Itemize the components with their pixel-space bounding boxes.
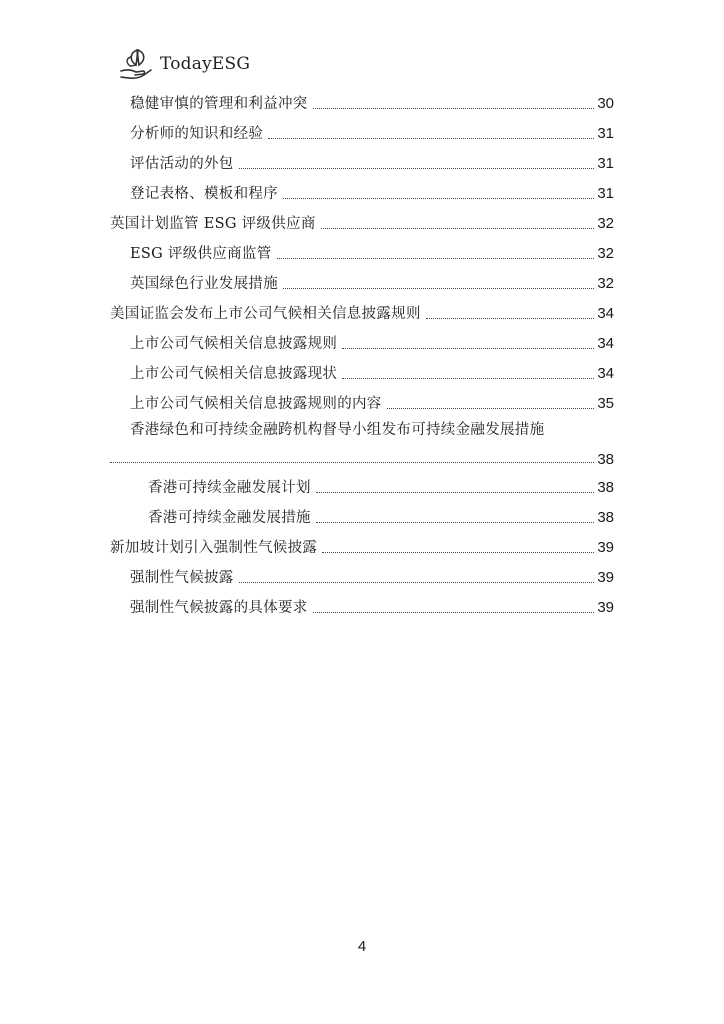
toc-leader-dots <box>322 552 594 553</box>
toc-leader-dots <box>313 612 595 613</box>
toc-entry[interactable] <box>130 146 614 174</box>
toc-entry[interactable] <box>130 116 614 144</box>
toc-entry[interactable] <box>110 206 614 234</box>
toc-entry[interactable] <box>130 176 614 204</box>
toc-entry-title: 香港绿色和可持续金融跨机构督导小组发布可持续金融发展措施 <box>130 422 545 438</box>
toc-page-number: 34 <box>597 305 614 322</box>
toc-leader-dots <box>110 462 594 463</box>
toc-entry-title: 美国证监会发布上市公司气候相关信息披露规则 <box>110 306 421 322</box>
toc-leader-dots <box>426 318 595 319</box>
toc-entry-title: 评估活动的外包 <box>130 156 234 172</box>
toc-page-number: 31 <box>597 125 614 142</box>
toc-entry-title: ESG 评级供应商监管 <box>130 246 272 262</box>
toc-entry[interactable] <box>110 296 614 324</box>
toc-leader-dots <box>316 492 595 493</box>
header-logo <box>118 44 250 84</box>
toc-entry[interactable] <box>130 326 614 354</box>
toc-page-number: 39 <box>597 599 614 616</box>
toc-entry-title: 强制性气候披露 <box>130 570 234 586</box>
page-number: 4 <box>357 938 367 955</box>
toc-page-number: 32 <box>597 245 614 262</box>
toc-page-number: 39 <box>597 569 614 586</box>
toc-page-number: 34 <box>597 365 614 382</box>
toc-entry[interactable] <box>148 500 614 528</box>
hand-with-leaf-icon <box>118 44 156 84</box>
toc-page-number: 38 <box>597 509 614 526</box>
toc-entry-title: 分析师的知识和经验 <box>130 126 264 142</box>
logo-text: TodayESG <box>160 54 251 74</box>
toc-entry-title: 香港可持续金融发展计划 <box>148 480 311 496</box>
toc-entry-title: 英国绿色行业发展措施 <box>130 276 278 292</box>
toc-leader-dots <box>321 228 595 229</box>
toc-leader-dots <box>313 108 595 109</box>
toc-entry-title: 稳健审慎的管理和利益冲突 <box>130 96 308 112</box>
toc-entry-title: 英国计划监管 ESG 评级供应商 <box>110 216 316 232</box>
toc-entry-title: 强制性气候披露的具体要求 <box>130 600 308 616</box>
toc-leader-dots <box>268 138 594 139</box>
toc-page-number: 35 <box>597 395 614 412</box>
toc-page-number: 39 <box>597 539 614 556</box>
toc-entry-title: 上市公司气候相关信息披露现状 <box>130 366 338 382</box>
toc-page-number: 38 <box>597 451 614 468</box>
toc-page-number: 32 <box>597 215 614 232</box>
toc-entry[interactable] <box>130 590 614 618</box>
toc-entry[interactable] <box>130 560 614 588</box>
toc-page-number: 31 <box>597 185 614 202</box>
toc-entry[interactable] <box>130 86 614 114</box>
toc-leader-dots <box>316 522 595 523</box>
toc-leader-dots <box>342 378 594 379</box>
toc-entry[interactable] <box>130 236 614 264</box>
toc-entry-title: 香港可持续金融发展措施 <box>148 510 311 526</box>
toc-page-number: 32 <box>597 275 614 292</box>
toc-entry[interactable] <box>110 530 614 558</box>
toc-leader-dots <box>283 198 594 199</box>
toc-entry[interactable] <box>130 416 614 468</box>
toc-page-number: 31 <box>597 155 614 172</box>
toc-leader-dots <box>342 348 594 349</box>
toc-entry-title: 上市公司气候相关信息披露规则的内容 <box>130 396 382 412</box>
toc-entry[interactable] <box>130 386 614 414</box>
toc-entry-title: 登记表格、模板和程序 <box>130 186 278 202</box>
toc-leader-dots <box>239 582 595 583</box>
toc-leader-dots <box>387 408 595 409</box>
toc-page-number: 34 <box>597 335 614 352</box>
toc-leader-dots <box>277 258 595 259</box>
toc-page-number: 30 <box>597 95 614 112</box>
toc-entry-title: 上市公司气候相关信息披露规则 <box>130 336 338 352</box>
toc-leader-dots <box>239 168 595 169</box>
toc-entry[interactable] <box>130 266 614 294</box>
toc-entry[interactable] <box>148 470 614 498</box>
toc-leader-dots <box>283 288 594 289</box>
toc-entry-title: 新加坡计划引入强制性气候披露 <box>110 540 318 556</box>
toc-entry[interactable] <box>130 356 614 384</box>
toc-page-number: 38 <box>597 479 614 496</box>
